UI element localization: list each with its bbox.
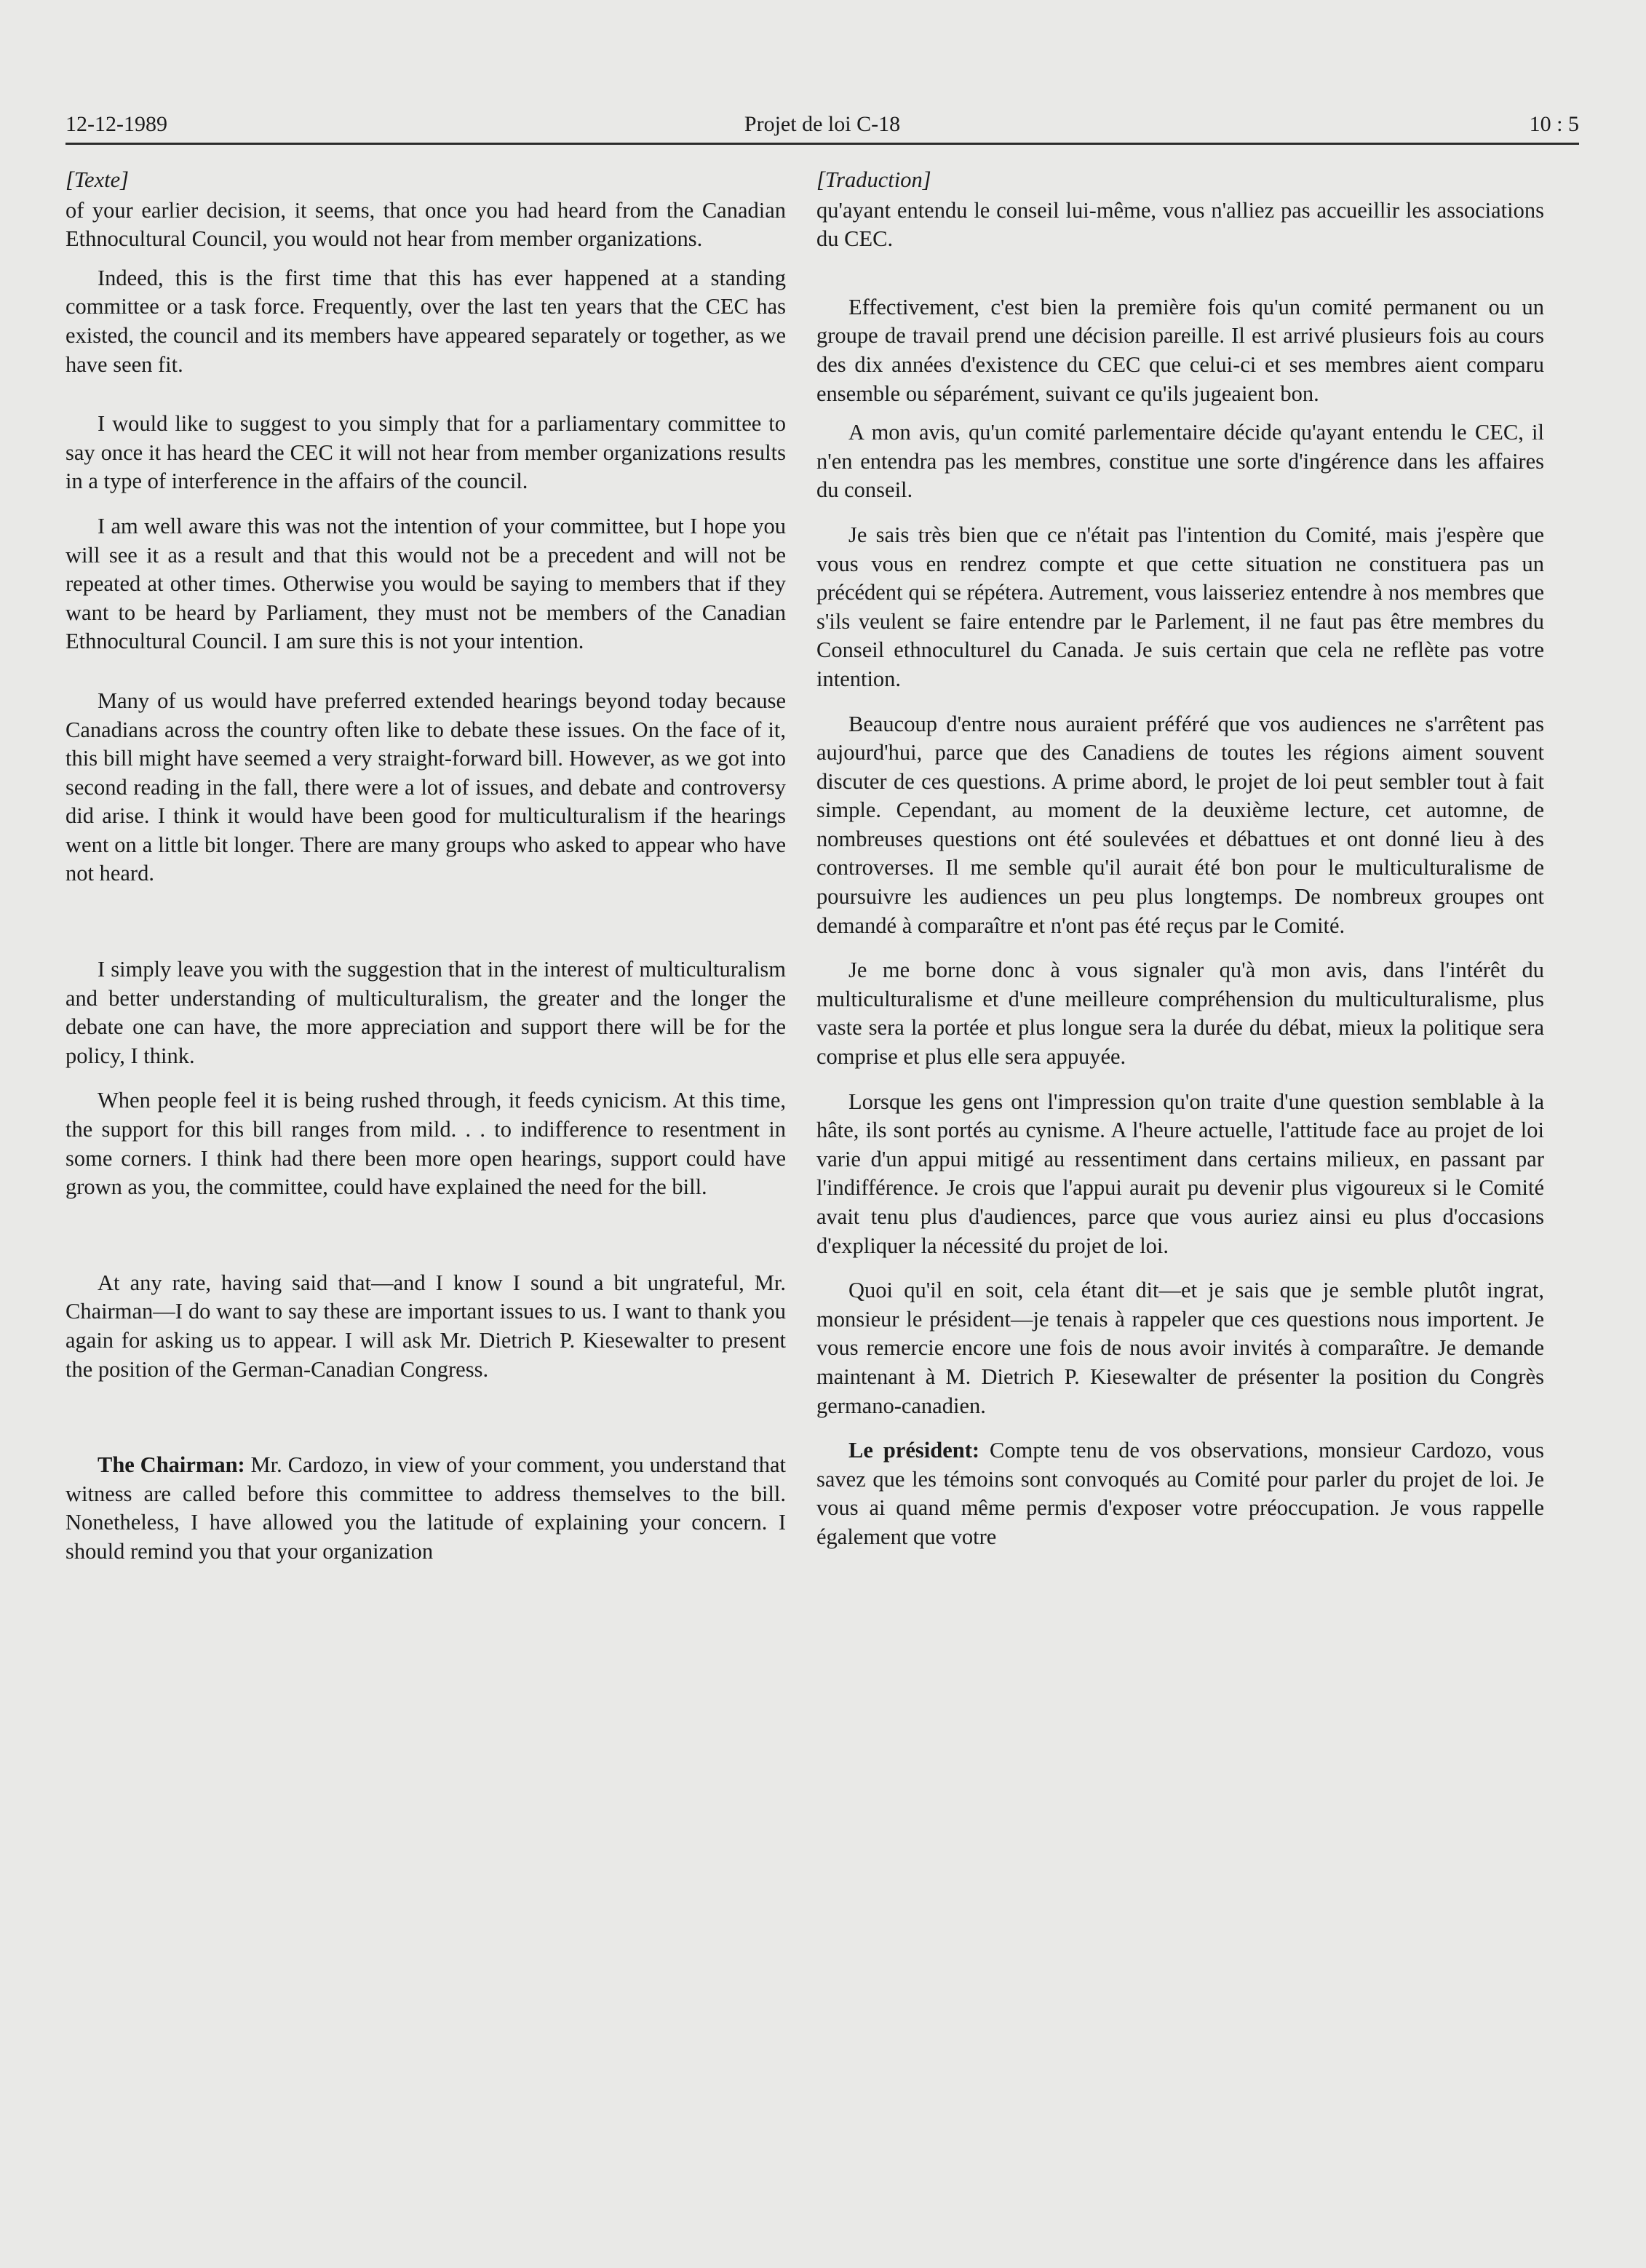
en-paragraph-3: I would like to suggest to you simply that for a parliamentary committee to say once it has heard the CEC it will not hear from member organizations results in a type of interference in the affairs of the council. [65,411,786,494]
fr-paragraph-6: Je me borne donc à vous signaler qu'à mon avis, dans l'intérêt du multiculturalisme et d'une meilleure compréhension du multiculturalisme, plus vaste sera la portée et plus longue sera la durée du débat, mieux la politique sera comprise et plus elle sera appuyée. [816,958,1544,1070]
header-rule [65,143,1579,145]
fr-paragraph-4: Je sais très bien que ce n'était pas l'intention du Comité, mais j'espère que vous vous en rendrez compte et que cette situation ne constituera pas un précédent qui se répétera. Autrement, vous laisseriez entendre à nos membres que s'ils veulent se faire entendre par le Parlement, il ne faut pas être membres du Conseil ethnoculturel du Canada. Je suis certain que cela ne reflète pas votre intention. [816,522,1544,691]
en-chairman-paragraph [65,1451,786,1566]
fr-speaker-label: Le président: [848,1438,980,1463]
en-paragraph-2: Indeed, this is the first time that this has ever happened at a standing committee or a task force. Frequently, over the last ten years that the CEC has existed, the council and its members have appeared separately or together, as we have seen fit. [65,265,786,377]
en-chairman-text: Mr. Cardozo, in view of your comment, you understand that witness are called before this committee to address themselves to the bill. Nonetheless, I have allowed you the latitude of explaining your concern. I should remind you that your organization [65,1452,786,1564]
french-column [816,166,1544,1552]
en-paragraph-8: At any rate, having said that—and I know I sound a bit ungrateful, Mr. Chairman—I do want to say these are important issues to us. I want to thank you again for asking us to appear. I will ask Mr. Dietrich P. Kiesewalter to present the position of the German-Canadian Congress. [65,1270,786,1382]
en-paragraph-7: When people feel it is being rushed through, it feeds cynicism. At this time, the support for this bill ranges from mild. . . to indifference to resentment in some corners. I think had there been more open hearings, support could have grown as you, the committee, could have explained the need for the bill. [65,1088,786,1200]
header-date: 12-12-1989 [65,112,167,136]
en-paragraph-4: I am well aware this was not the intention of your committee, but I hope you will see it as a result and that this would not be a precedent and will not be repeated at other times. Otherwise you would be saying to members that if they want to be heard by Parliament, they must not be members of the Canadian Ethnocultural Council. I am sure this is not your intention. [65,513,786,654]
running-header [65,106,1579,138]
fr-chairman-text: Compte tenu de vos observations, monsieur Cardozo, vous savez que les témoins sont convoqués au Comité pour parler du projet de loi. Je vous ai quand même permis d'exposer votre préoccupation. Je vous rappelle également que votre [816,1438,1544,1549]
en-paragraph-5: Many of us would have preferred extended hearings beyond today because Canadians across the country often like to debate these issues. On the face of it, this bill might have seemed a very straight-forward bill. However, as we got into second reading in the fall, there were a lot of issues, and debate and controversy did arise. I think it would have been good for multiculturalism if the hearings went on a little bit longer. There are many groups who asked to appear who have not heard. [65,688,786,886]
header-title: Projet de loi C-18 [744,112,901,136]
header-page-number: 10 : 5 [1529,112,1579,136]
french-column-label: [Traduction] [816,167,931,192]
english-column-label: [Texte] [65,167,129,192]
fr-paragraph-7: Lorsque les gens ont l'impression qu'on traite d'une question semblable à la hâte, ils sont portés au cynisme. A l'heure actuelle, l'attitude face au projet de loi varie d'un appui mitigé au ressentiment dans certains milieux, en passant par l'indifférence. Je crois que l'appui aurait pu devenir plus vigoureux si le Comité avait tenu plus d'audiences, parce que vous auriez ainsi eu plus d'occasions d'expliquer la nécessité du projet de loi. [816,1089,1544,1258]
english-column [65,166,786,1567]
fr-chairman-paragraph [816,1436,1544,1551]
fr-paragraph-2: Effectivement, c'est bien la première fois qu'un comité permanent ou un groupe de travail prend une décision pareille. Il est arrivé plusieurs fois au cours des dix années d'existence du CEC que celui-ci et ses membres aient comparu ensemble ou séparément, suivant ce qu'ils jugeaient bon. [816,294,1544,406]
fr-paragraph-5: Beaucoup d'entre nous auraient préféré que vos audiences ne s'arrêtent pas aujourd'hui, parce que des Canadiens de toutes les régions aiment souvent discuter de ces questions. A prime abord, le projet de loi peut sembler tout à fait simple. Cependant, au moment de la deuxième lecture, cet automne, de nombreuses questions ont été soulevées et débattues et ont donné lieu à des controverses. Il me semble qu'il aurait été bon pour le multiculturalisme de poursuivre les audiences un peu plus longtemps. De nombreux groupes ont demandé à comparaître et n'ont pas été reçus par le Comité. [816,711,1544,938]
fr-paragraph-3: A mon avis, qu'un comité parlementaire décide qu'ayant entendu le CEC, il n'en entendra pas les membres, constitue une sorte d'ingérence dans les affaires du conseil. [816,420,1544,503]
fr-paragraph-1: qu'ayant entendu le conseil lui-même, vous n'alliez pas accueillir les associations du CEC. [816,197,1544,252]
en-speaker-label: The Chairman: [98,1452,245,1478]
fr-paragraph-8: Quoi qu'il en soit, cela étant dit—et je sais que je semble plutôt ingrat, monsieur le président—je tenais à rappeler que ces questions nous importent. Je vous remercie encore une fois de nous avoir invités à comparaître. Je demande maintenant à M. Dietrich P. Kiesewalter de présenter la position du Congrès germano-canadien. [816,1278,1544,1418]
en-paragraph-1: of your earlier decision, it seems, that once you had heard from the Canadian Ethnocultural Council, you would not hear from member organizations. [65,197,786,252]
en-paragraph-6: I simply leave you with the suggestion that in the interest of multiculturalism and better understanding of multiculturalism, the greater and the longer the debate one can have, the more appreciation and support there will be for the policy, I think. [65,957,786,1068]
